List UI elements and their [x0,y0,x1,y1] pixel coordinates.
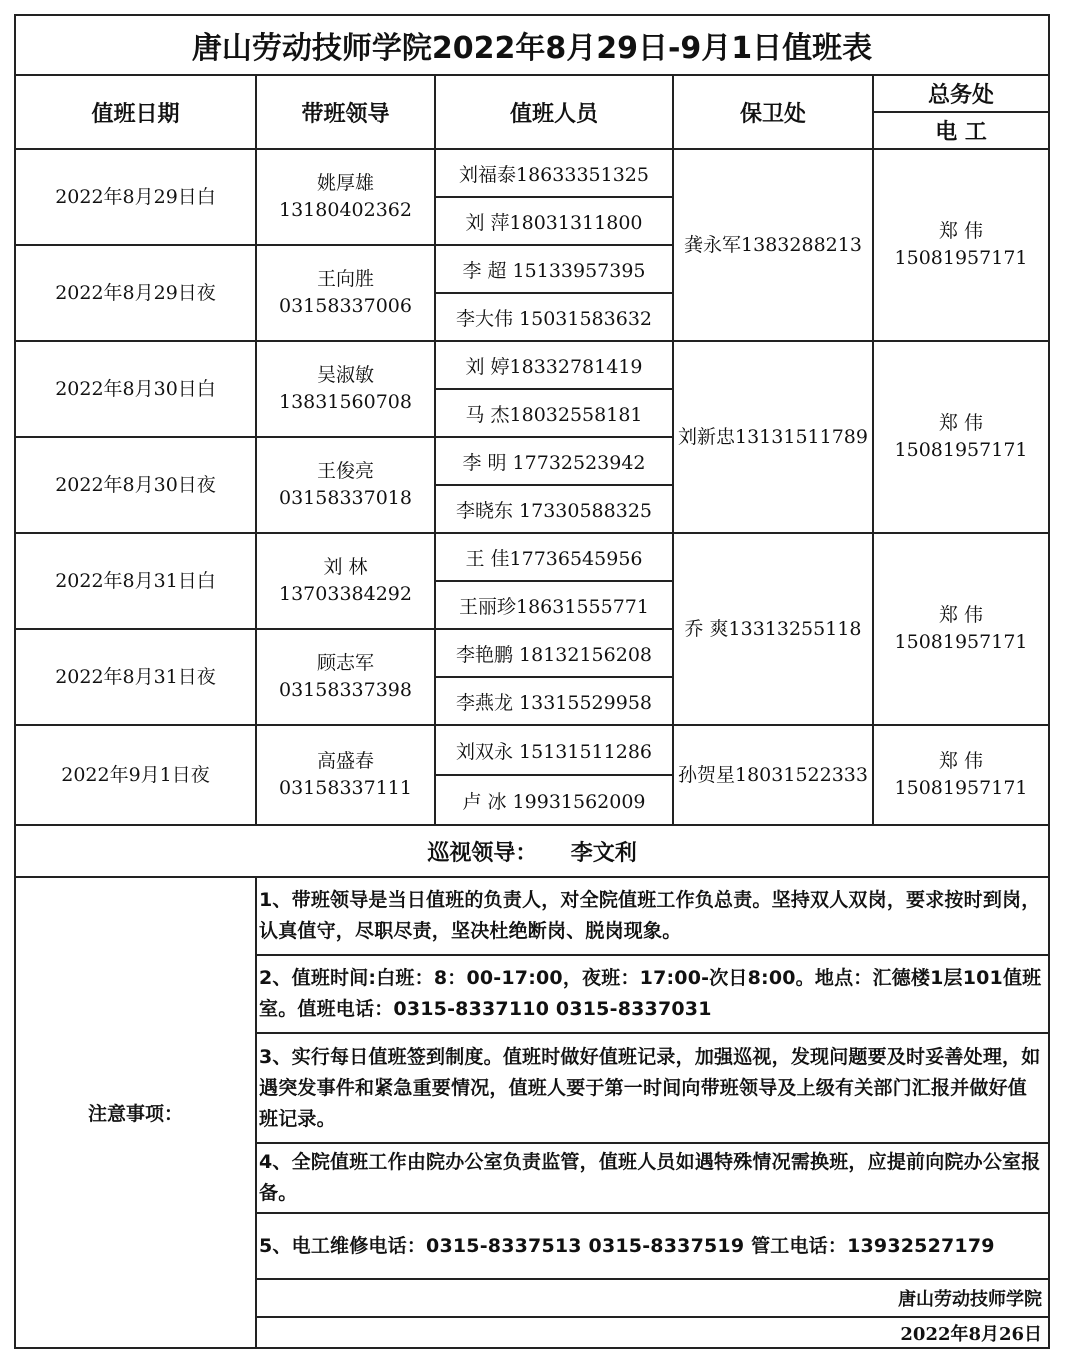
electrician-name: 郑 伟 [939,412,984,434]
leader-phone: 13180402362 [279,199,412,221]
note-item: 3、实行每日值班签到制度。值班时做好值班记录，加强巡视，发现问题要及时妥善处理，如遇突发事件和紧急重要情况，值班人要于第一时间向带班领导及上级有关部门汇报并做好值班记录。 [256,1033,1049,1143]
shift-leader [256,533,435,629]
leader-name: 吴淑敏 [316,364,374,386]
signature-org: 唐山劳动技师学院 [256,1279,1049,1317]
shift-date: 2022年8月30日白 [15,341,256,437]
leader-phone: 13703384292 [279,583,412,605]
leader-name: 刘 林 [323,556,368,578]
staff-member: 马 杰18032558181 [435,389,673,437]
signature-date: 2022年8月26日 [256,1317,1049,1348]
leader-phone: 03158337006 [279,295,412,317]
security-duty: 刘新忠13131511789 [673,341,873,533]
staff-member: 李大伟 15031583632 [435,293,673,341]
electrician-name: 郑 伟 [939,220,984,242]
shift-leader [256,341,435,437]
shift-leader [256,437,435,533]
electrician-duty [873,341,1049,533]
leader-name: 王俊亮 [316,460,374,482]
header-date: 值班日期 [15,75,256,149]
staff-member: 刘 萍18031311800 [435,197,673,245]
leader-name: 姚厚雄 [316,172,374,194]
shift-leader [256,245,435,341]
shift-date: 2022年8月31日夜 [15,629,256,725]
staff-member: 李燕龙 13315529958 [435,677,673,725]
shift-date: 2022年9月1日夜 [15,725,256,825]
electrician-name: 郑 伟 [939,604,984,626]
electrician-phone: 15081957171 [894,247,1028,269]
staff-member: 李 明 17732523942 [435,437,673,485]
note-item: 2、值班时间:白班：8：00-17:00，夜班：17:00-次日8:00。地点：汇德楼1层101值班室。值班电话：0315-8337110 0315-8337031 [256,955,1049,1033]
leader-name: 高盛春 [316,750,374,772]
leader-phone: 13831560708 [279,391,412,413]
header-staff: 值班人员 [435,75,673,149]
electrician-duty: 郑 伟15081957171 [873,725,1049,825]
note-item: 4、全院值班工作由院办公室负责监管，值班人员如遇特殊情况需换班，应提前向院办公室报备。 [256,1143,1049,1213]
page-title: 唐山劳动技师学院2022年8月29日-9月1日值班表 [15,15,1049,75]
shift-leader [256,149,435,245]
staff-member: 王 佳17736545956 [435,533,673,581]
shift-date: 2022年8月31日白 [15,533,256,629]
duty-roster-table [14,14,1050,1349]
header-security: 保卫处 [673,75,873,149]
electrician-phone: 15081957171 [894,439,1028,461]
leader-phone: 03158337018 [279,487,412,509]
security-duty: 龚永军1383288213 [673,149,873,341]
security-duty: 乔 爽13313255118 [673,533,873,725]
shift-date: 2022年8月30日夜 [15,437,256,533]
notes-label: 注意事项： [15,877,256,1348]
staff-member: 刘双永 15131511286 [435,725,673,775]
leader-name: 顾志军 [316,652,374,674]
staff-member: 王丽珍18631555771 [435,581,673,629]
security-duty: 孙贺星18031522333 [673,725,873,825]
patrol-label: 巡视领导： [427,840,538,866]
patrol-leader-row [15,825,1049,877]
shift-date: 2022年8月29日白 [15,149,256,245]
patrol-name: 李文利 [570,840,637,866]
leader-phone: 03158337111 [279,777,412,799]
shift-leader [256,629,435,725]
leader-name: 王向胜 [316,268,374,290]
shift-leader [256,725,435,825]
staff-member: 李艳鹏 18132156208 [435,629,673,677]
staff-member: 卢 冰 19931562009 [435,775,673,825]
header-electrician: 电 工 [873,112,1049,149]
shift-date: 2022年8月29日夜 [15,245,256,341]
electrician-phone: 15081957171 [894,631,1028,653]
staff-member: 李 超 15133957395 [435,245,673,293]
header-general-affairs: 总务处 [873,75,1049,112]
electrician-duty [873,149,1049,341]
header-leader: 带班领导 [256,75,435,149]
electrician-duty [873,533,1049,725]
staff-member: 刘 婷18332781419 [435,341,673,389]
leader-phone: 03158337398 [279,679,412,701]
staff-member: 李晓东 17330588325 [435,485,673,533]
note-item: 1、带班领导是当日值班的负责人，对全院值班工作负总责。坚持双人双岗，要求按时到岗，认真值守，尽职尽责，坚决杜绝断岗、脱岗现象。 [256,877,1049,955]
note-item: 5、电工维修电话：0315-8337513 0315-8337519 管工电话：13932527179 [256,1213,1049,1279]
staff-member: 刘福泰18633351325 [435,149,673,197]
